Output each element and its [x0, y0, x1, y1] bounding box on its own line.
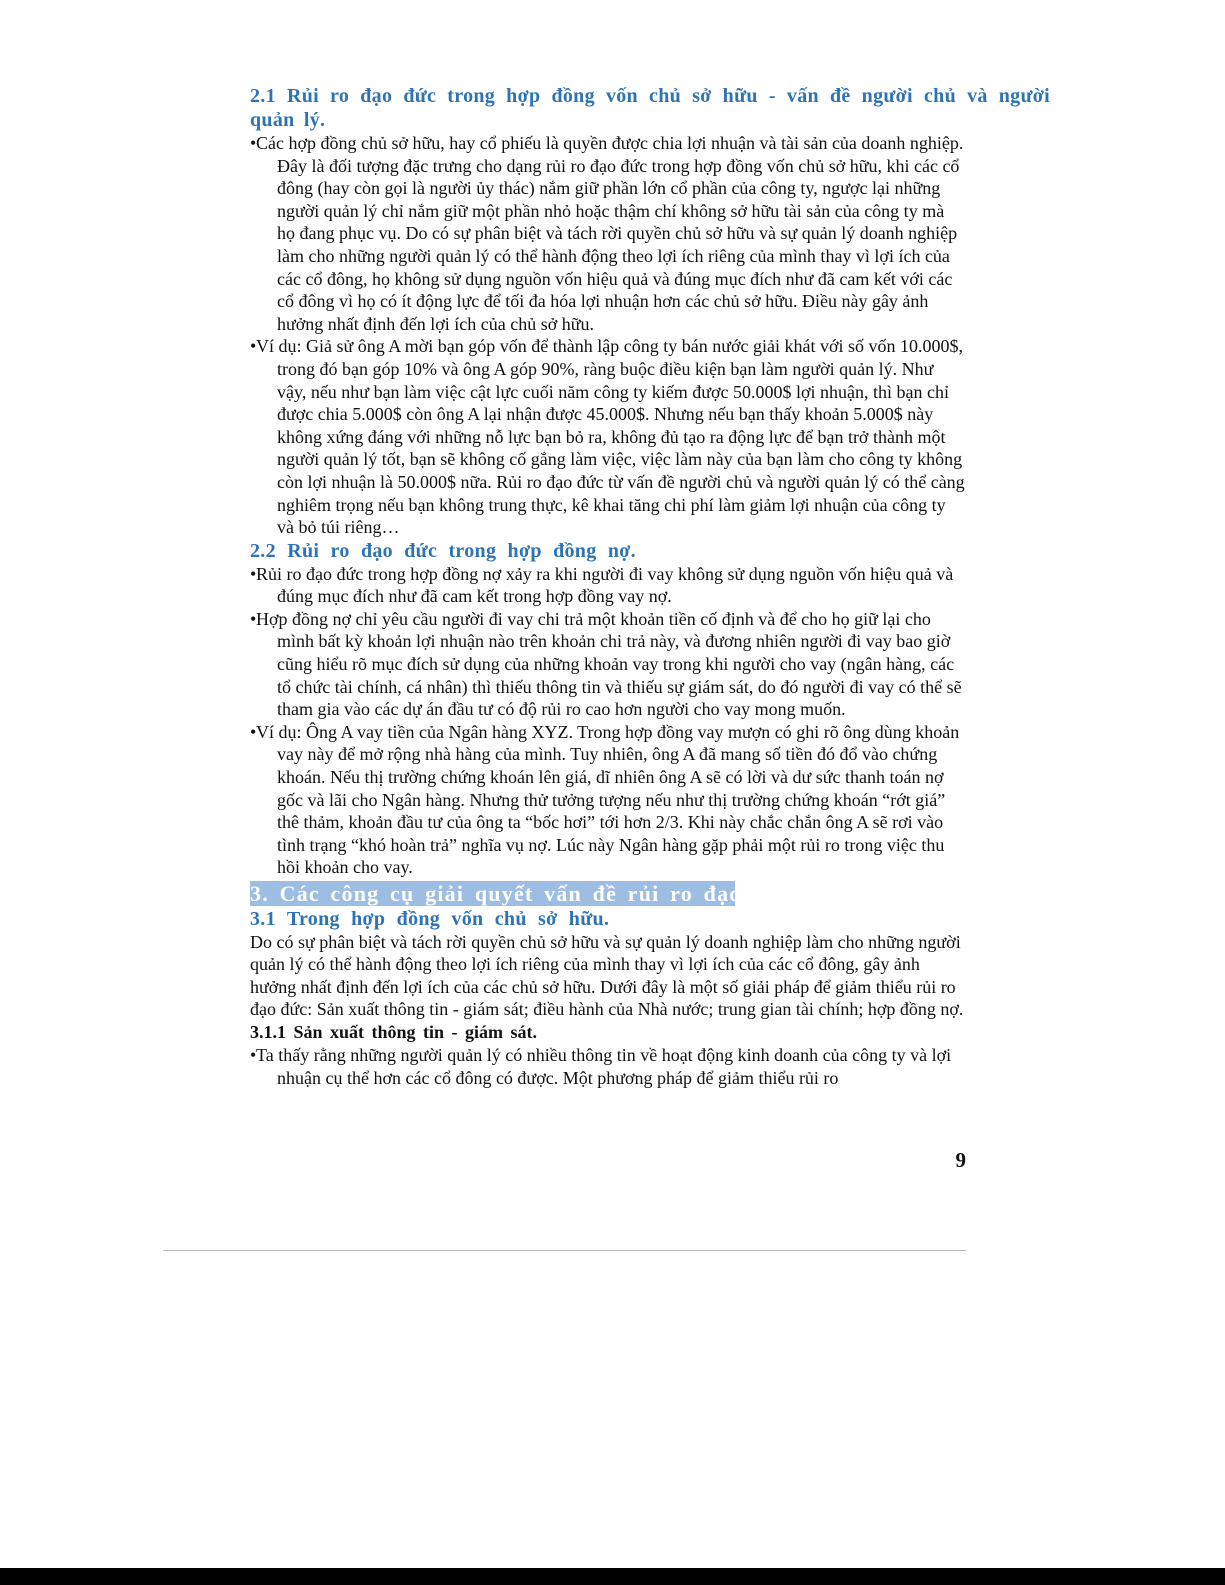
- bullet-text: Ta thấy rằng những người quản lý có nhiều thông tin về hoạt động kinh doanh của công ty và lợi nhuận cụ thể hơn các cổ đông có được. Một phương pháp để giảm thiểu rủi ro: [256, 1044, 952, 1088]
- page-content: [250, 84, 1050, 1089]
- list-item: [250, 132, 966, 335]
- paragraph-3-1: Do có sự phân biệt và tách rời quyền chủ sở hữu và sự quản lý doanh nghiệp làm cho những người quản lý có thể hành động theo lợi ích riêng của mình thay vì lợi ích của các cổ đông, gây ảnh hưởng nhất định đến lợi ích của các chủ sở hữu. Dưới đây là một số giải pháp để giảm thiểu rủi ro đạo đức: Sản xuất thông tin - giám sát; điều hành của Nhà nước; trung gian tài chính; hợp đồng nợ.: [250, 931, 964, 1020]
- bullet-dot: •: [250, 721, 257, 742]
- bullet-dot: •: [250, 563, 257, 584]
- page-number: 9: [955, 1148, 966, 1172]
- bottom-bar: [0, 1568, 1225, 1585]
- bullet-dot: •: [250, 608, 257, 629]
- bullet-dot: •: [250, 336, 257, 357]
- heading-3-selected[interactable]: 3. Các công cụ giải quyết vấn đề rủi ro đạo đức: [250, 881, 791, 906]
- bullet-text: Ví dụ: Giả sử ông A mời bạn góp vốn để thành lập công ty bán nước giải khát với số vốn 10.000$, trong đó bạn góp 10% và ông A góp 90%, ràng buộc điều kiện bạn làm người quản lý. Như vậy, nếu như bạn làm việc cật lực cuối năm công ty kiếm được 50.000$ lợi nhuận, thì bạn chỉ được chia 5.000$ còn ông A lại nhận được 45.000$. Nhưng nếu bạn thấy khoản 5.000$ này không xứng đáng với những nỗ lực bạn bỏ ra, không đủ tạo ra động lực để bạn trở thành một người quản lý tốt, bạn sẽ không cố gắng làm việc, việc làm này của bạn làm cho công ty không còn lợi nhuận là 50.000$ nữa. Rủi ro đạo đức từ vấn đề người chủ và người quản lý có thể càng nghiêm trọng nếu bạn không trung thực, kê khai tăng chi phí làm giảm lợi nhuận của công ty và bỏ túi riêng…: [256, 336, 965, 538]
- heading-2-1: 2.1 Rủi ro đạo đức trong hợp đồng vốn chủ sở hữu - vấn đề người chủ và người quản lý.: [250, 85, 1050, 131]
- bullet-text: Rủi ro đạo đức trong hợp đồng nợ xảy ra khi người đi vay không sử dụng nguồn vốn hiệu quả và đúng mục đích như đã cam kết trong hợp đồng vay nợ.: [256, 563, 954, 607]
- heading-2-2: 2.2 Rủi ro đạo đức trong hợp đồng nợ.: [250, 539, 636, 562]
- bullet-text: Hợp đồng nợ chỉ yêu cầu người đi vay chi trả một khoản tiền cố định và để cho họ giữ lại cho mình bất kỳ khoản lợi nhuận nào trên khoản chi trả này, và đương nhiên người đi vay bao giờ cũng hiểu rõ mục đích sử dụng của những khoản vay trong khi người cho vay (ngân hàng, các tổ chức tài chính, cá nhân) thì thiếu thông tin và thiếu sự giám sát, do đó người đi vay có thể sẽ tham gia vào các dự án đầu tư có độ rủi ro cao hơn người cho vay mong muốn.: [256, 608, 962, 720]
- list-item: [250, 563, 966, 608]
- page-divider: [163, 1250, 966, 1251]
- bullet-text: Ví dụ: Ông A vay tiền của Ngân hàng XYZ. Trong hợp đồng vay mượn có ghi rõ ông dùng khoản vay này để mở rộng nhà hàng của mình. Tuy nhiên, ông A đã mang số tiền đó đổ vào chứng khoán. Nếu thị trường chứng khoán lên giá, dĩ nhiên ông A sẽ có lời và dư sức thanh toán nợ gốc và lãi cho Ngân hàng. Nhưng thử tưởng tượng nếu như thị trường chứng khoán “rớt giá” thê thảm, khoản đầu tư của ông ta “bốc hơi” tới hơn 2/3. Khi này chắc chắn ông A sẽ rơi vào tình trạng “khó hoàn trả” nghĩa vụ nợ. Lúc này Ngân hàng gặp phải một rủi ro trong việc thu hồi khoản cho vay.: [256, 721, 960, 878]
- heading-3-1: 3.1 Trong hợp đồng vốn chủ sở hữu.: [250, 907, 610, 930]
- bullet-dot: •: [250, 133, 257, 153]
- list-item: [250, 335, 966, 538]
- list-item: [250, 608, 966, 721]
- list-item: [250, 1044, 966, 1089]
- bullet-dot: •: [250, 1044, 257, 1065]
- heading-3-1-1: 3.1.1 Sản xuất thông tin - giám sát.: [250, 1021, 538, 1042]
- bullet-text: Các hợp đồng chủ sở hữu, hay cổ phiếu là quyền được chia lợi nhuận và tài sản của doanh nghiệp. Đây là đối tượng đặc trưng cho dạng rủi ro đạo đức trong hợp đồng vốn chủ sở hữu, khi các cổ đông (hay còn gọi là người ủy thác) nắm giữ phần lớn cổ phần của công ty, ngược lại những người quản lý chỉ nắm giữ một phần nhỏ hoặc thậm chí không sở hữu tài sản của công ty mà họ đang phục vụ. Do có sự phân biệt và tách rời quyền chủ sở hữu và sự quản lý doanh nghiệp làm cho những người quản lý có thể hành động theo lợi ích riêng của mình thay vì lợi ích của các cổ đông, họ không sử dụng nguồn vốn hiệu quả và đúng mục đích như đã cam kết với các cổ đông vì họ có ít động lực để tối đa hóa lợi nhuận hơn các chủ sở hữu. Điều này gây ảnh hưởng nhất định đến lợi ích của chủ sở hữu.: [256, 133, 964, 334]
- list-item: [250, 721, 966, 879]
